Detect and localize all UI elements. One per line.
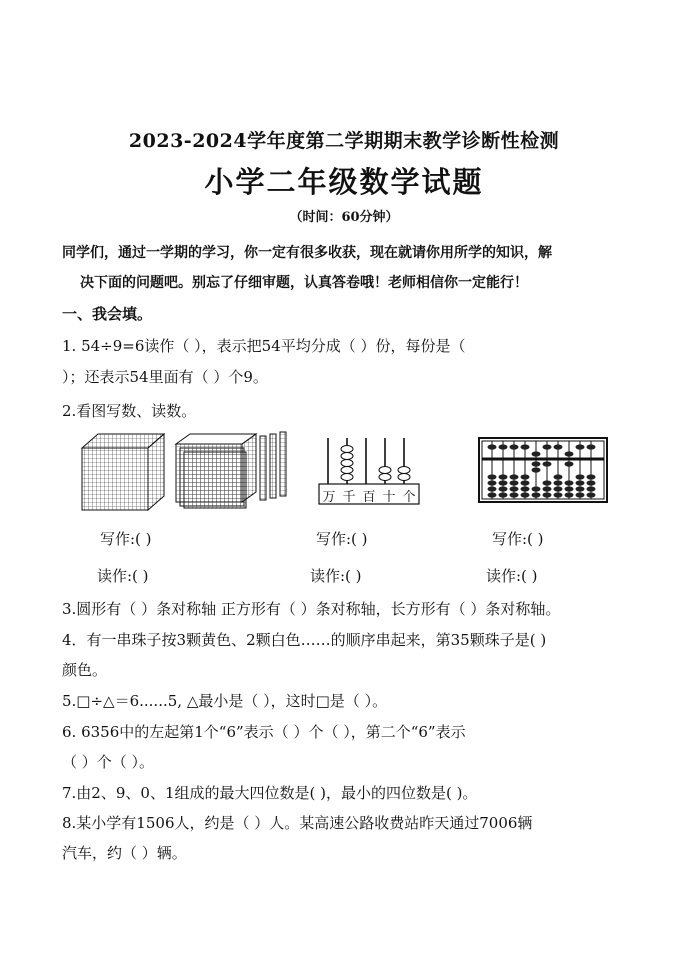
question-3: 3.圆形有（ ）条对称轴 正方形有（ ）条对称轴，长方形有（ ）条对称轴。 [62, 600, 561, 618]
question-4-line-2: 颜色。 [62, 661, 108, 679]
question-8-line-1: 8.某小学有1506人，约是（ ）人。某高速公路收费站昨天通过7006辆 [62, 814, 533, 832]
section-heading: 一、我会填。 [62, 305, 153, 323]
question-7: 7.由2、9、0、1组成的最大四位数是( )，最小的四位数是( )。 [62, 784, 478, 802]
question-5: 5.□÷△＝6......5, △最小是（ ），这时□是（ ）。 [62, 692, 388, 710]
time-note: （时间：60分钟） [289, 210, 399, 225]
intro-line-1: 同学们，通过一学期的学习，你一定有很多收获，现在就请你用所学的知识，解 [62, 245, 552, 261]
write-answer-1[interactable]: 写作:( ) [100, 530, 152, 548]
place-label-bai: 百 [362, 490, 376, 505]
read-answer-2[interactable]: 读作:( ) [310, 567, 362, 585]
question-8-line-2: 汽车，约（ ）辆。 [62, 844, 187, 862]
abacus-figure [478, 437, 608, 503]
write-answer-3[interactable]: 写作:( ) [492, 530, 544, 548]
read-answer-3[interactable]: 读作:( ) [486, 567, 538, 585]
question-1-line-2: ）；还表示54里面有（ ）个9。 [62, 368, 268, 386]
exam-title: 2023-2024学年度第二学期期末教学诊断性检测 [128, 130, 560, 152]
write-answer-2[interactable]: 写作:( ) [316, 530, 368, 548]
question-2: 2.看图写数、读数。 [62, 402, 197, 420]
intro-line-2: 决下面的问题吧。别忘了仔细审题，认真答卷哦！老师相信你一定能行！ [80, 275, 528, 291]
place-labels [319, 486, 419, 505]
question-4-line-1: 4．有一串珠子按3颗黄色、2颗白色……的顺序串起来，第35颗珠子是( ) [62, 631, 547, 649]
question-6-line-2: （ ）个（ ）。 [62, 753, 155, 771]
place-label-ge: 个 [402, 490, 416, 505]
question-6-line-1: 6. 6356中的左起第1个“6”表示（ ）个（ ），第二个“6”表示 [62, 723, 466, 741]
place-label-qian: 千 [342, 490, 356, 505]
exam-subtitle: 小学二年级数学试题 [204, 165, 484, 199]
place-label-shi: 十 [382, 490, 396, 505]
read-answer-1[interactable]: 读作:( ) [97, 567, 149, 585]
base-ten-blocks-figure [80, 430, 290, 512]
question-1-line-1: 1. 54÷9=6读作（ ），表示把54平均分成（ ）份，每份是（ [62, 337, 466, 355]
place-label-wan: 万 [322, 490, 336, 505]
